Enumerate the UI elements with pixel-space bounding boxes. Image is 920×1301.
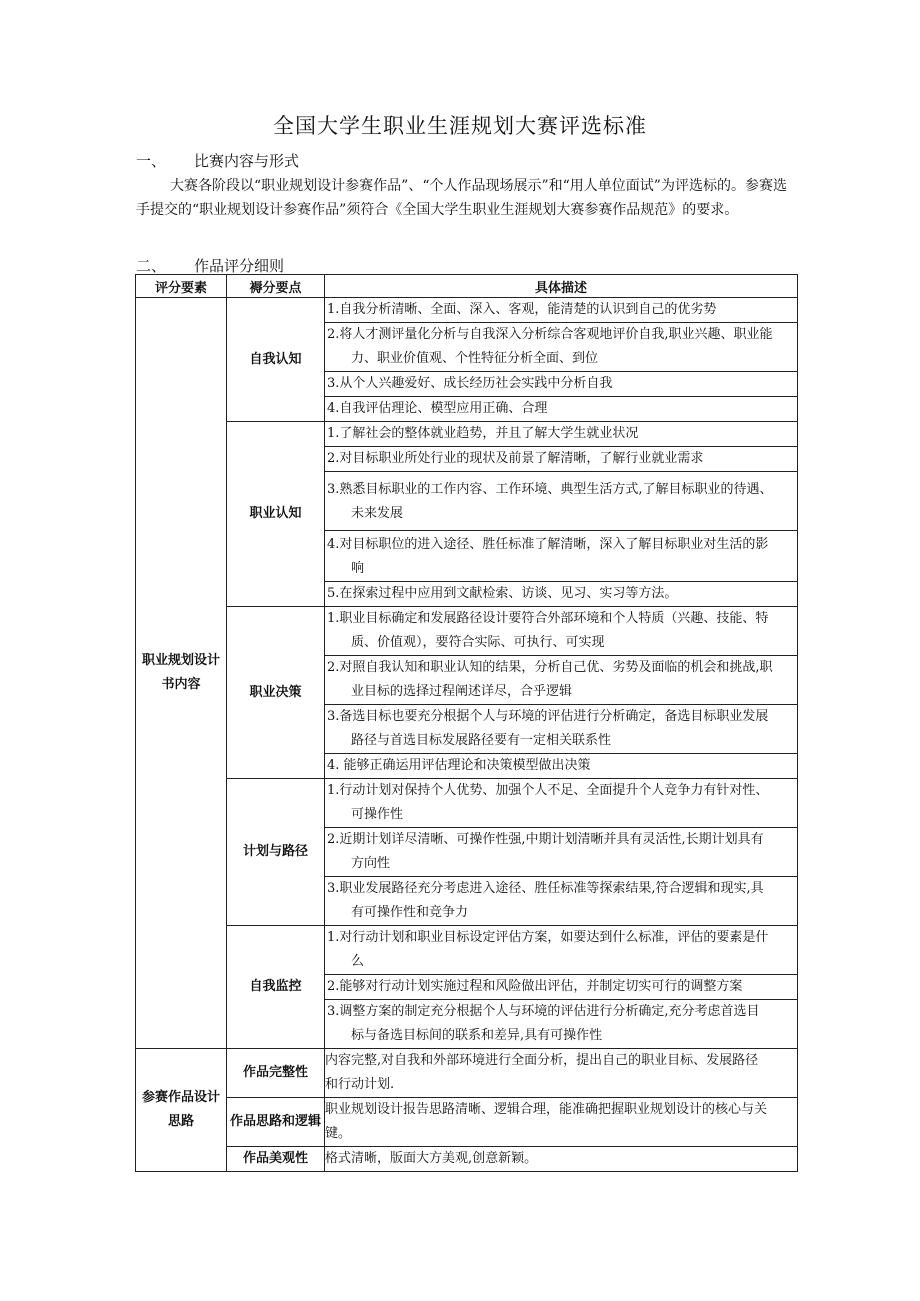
header-cell: 褥分要点	[227, 275, 325, 298]
point-cell: 作品完整性	[227, 1049, 325, 1098]
header-cell: 评分要素	[136, 275, 227, 298]
desc-line: 内容完整,对自我和外部环境进行全面分析，提出自己的职业目标、发展路径	[325, 1053, 759, 1068]
table-row	[136, 298, 798, 422]
list-item	[325, 656, 797, 705]
list-item	[325, 607, 797, 656]
point-cell: 作品美观性	[227, 1147, 325, 1172]
category-cell: 参赛作品设计思路	[136, 1049, 227, 1172]
desc-line: 4.自我评估理论、模型应用正确、合理	[327, 401, 548, 416]
desc-line-cont: 未来发展	[351, 506, 404, 521]
desc-line: 2.近期计划详尽清晰、可操作性强,中期计划清晰并具有灵活性,长期计划具有	[327, 832, 764, 847]
desc-line: 1.了解社会的整体就业趋势，并且了解大学生就业状况	[327, 426, 639, 441]
desc-line-cont: 键。	[325, 1126, 352, 1141]
table-row	[136, 607, 798, 779]
table-row	[136, 779, 798, 926]
desc-line: 格式清晰，版面大方美观,创意新颖。	[325, 1151, 538, 1166]
desc-line-cont: 业目标的选择过程阐述详尽，合乎逻辑	[351, 684, 573, 699]
point-cell: 职业决策	[227, 607, 325, 779]
desc-cell	[325, 422, 798, 607]
desc-cell	[325, 607, 798, 779]
section-title: 作品评分细则	[194, 257, 285, 275]
desc-line-cont: 质、价值观），要符合实际、可执行、可实现	[351, 635, 605, 650]
list-item	[325, 582, 797, 606]
table-header-row	[136, 275, 798, 298]
desc-line: 2.对照自我认知和职业认知的结果，分析自己优、劣势及面临的机会和挑战,职	[327, 660, 773, 675]
scoring-table	[135, 274, 798, 1172]
list-item	[325, 472, 797, 531]
desc-line-cont: 和行动计划.	[325, 1077, 395, 1092]
desc-line: 4.对目标职位的进入途径、胜任标准了解清晰，深入了解目标职业对生活的影	[327, 537, 769, 552]
list-item	[325, 372, 797, 397]
page-title: 全国大学生职业生涯规划大赛评选标准	[273, 114, 647, 138]
list-item	[325, 926, 797, 975]
list-item	[325, 754, 797, 778]
header-cell: 具体描述	[325, 275, 798, 298]
desc-line: 1.职业目标确定和发展路径设计要符合外部环境和个人特质（兴趣、技能、特	[327, 611, 769, 626]
list-item	[325, 975, 797, 1000]
desc-line: 3.熟悉目标职业的工作内容、工作环境、典型生活方式,了解目标职业的待遇、	[327, 482, 773, 497]
desc-line-cont: 有可操作性和竞争力	[351, 905, 469, 920]
desc-line: 2.将人才测评量化分析与自我深入分析综合客观地评价自我,职业兴趣、职业能	[327, 327, 773, 342]
category-cell: 职业规划设计书内容	[136, 298, 227, 1049]
desc-cell	[325, 1147, 798, 1172]
table-row	[136, 1147, 798, 1172]
desc-cell	[325, 779, 798, 926]
list-item	[325, 298, 797, 323]
desc-line-cont: 可操作性	[351, 807, 404, 822]
list-item	[325, 1000, 797, 1048]
list-item	[325, 397, 797, 421]
desc-line-cont: 么	[351, 954, 365, 969]
list-item	[325, 877, 797, 925]
desc-line: 3.从个人兴趣爱好、成长经历社会实践中分析自我	[327, 376, 613, 391]
desc-line: 1.行动计划对保持个人优势、加强个人不足、全面提升个人竞争力有针对性、	[327, 783, 769, 798]
section-number: 二、	[136, 257, 167, 275]
list-item	[325, 447, 797, 472]
desc-line-cont: 路径与首选目标发展路径要有一定相关联系性	[351, 733, 612, 748]
list-item	[325, 422, 797, 447]
desc-line: 3.职业发展路径充分考虑进入途径、胜任标准等探索结果,符合逻辑和现实,具	[327, 881, 764, 896]
desc-line-cont: 力、职业价值观、个性特征分析全面、到位	[351, 351, 599, 366]
desc-cell	[325, 298, 798, 422]
desc-cell	[325, 1049, 798, 1098]
point-cell: 计划与路径	[227, 779, 325, 926]
list-item	[325, 323, 797, 372]
desc-line-cont: 标与备选目标间的联系和差异,具有可操作性	[351, 1028, 603, 1043]
desc-line-cont: 响	[351, 561, 365, 576]
table-row	[136, 422, 798, 607]
section-heading-1	[136, 150, 299, 171]
desc-line: 4. 能够正确运用评估理论和决策模型做出决策	[327, 758, 591, 773]
desc-line: 职业规划设计报告思路清晰、逻辑合理，能准确把握职业规划设计的核心与关	[325, 1102, 768, 1117]
desc-line: 1.对行动计划和职业目标设定评估方案，如要达到什么标准，评估的要素是什	[327, 930, 769, 945]
desc-line-cont: 方向性	[351, 856, 391, 871]
point-cell: 自我认知	[227, 298, 325, 422]
section-heading-2	[136, 255, 284, 276]
desc-line: 2.能够对行动计划实施过程和风险做出评估，并制定切实可行的调整方案	[327, 979, 743, 994]
desc-line: 1.自我分析清晰、全面、深入、客观，能清楚的认识到自己的优劣势	[327, 302, 717, 317]
point-cell: 职业认知	[227, 422, 325, 607]
desc-line: 5.在探索过程中应用到文献检索、访谈、见习、实习等方法。	[327, 586, 678, 601]
list-item	[325, 779, 797, 828]
section-paragraph: 大赛各阶段以“职业规划设计参赛作品”、“个人作品现场展示”和“用人单位面试”为评选标的。参赛选手提交的“职业规划设计参赛作品”须符合《全国大学生职业生涯规划大赛参赛作品规范》的要求。	[136, 178, 787, 218]
list-item	[325, 531, 797, 582]
desc-cell	[325, 926, 798, 1049]
desc-line: 3.调整方案的制定充分根据个人与环境的评估进行分析确定,充分考虑首选目	[327, 1004, 760, 1019]
desc-line: 3.备选目标也要充分根据个人与环境的评估进行分析确定，备选目标职业发展	[327, 709, 769, 724]
desc-cell	[325, 1098, 798, 1147]
list-item	[325, 705, 797, 754]
list-item	[325, 828, 797, 877]
point-cell: 自我监控	[227, 926, 325, 1049]
section-title: 比赛内容与形式	[194, 152, 300, 170]
desc-line: 2.对目标职业所处行业的现状及前景了解清晰，了解行业就业需求	[327, 451, 704, 466]
table-row	[136, 1049, 798, 1098]
point-cell: 作品思路和逻辑	[227, 1098, 325, 1147]
section-number: 一、	[136, 152, 167, 170]
table-row	[136, 1098, 798, 1147]
table-row	[136, 926, 798, 1049]
